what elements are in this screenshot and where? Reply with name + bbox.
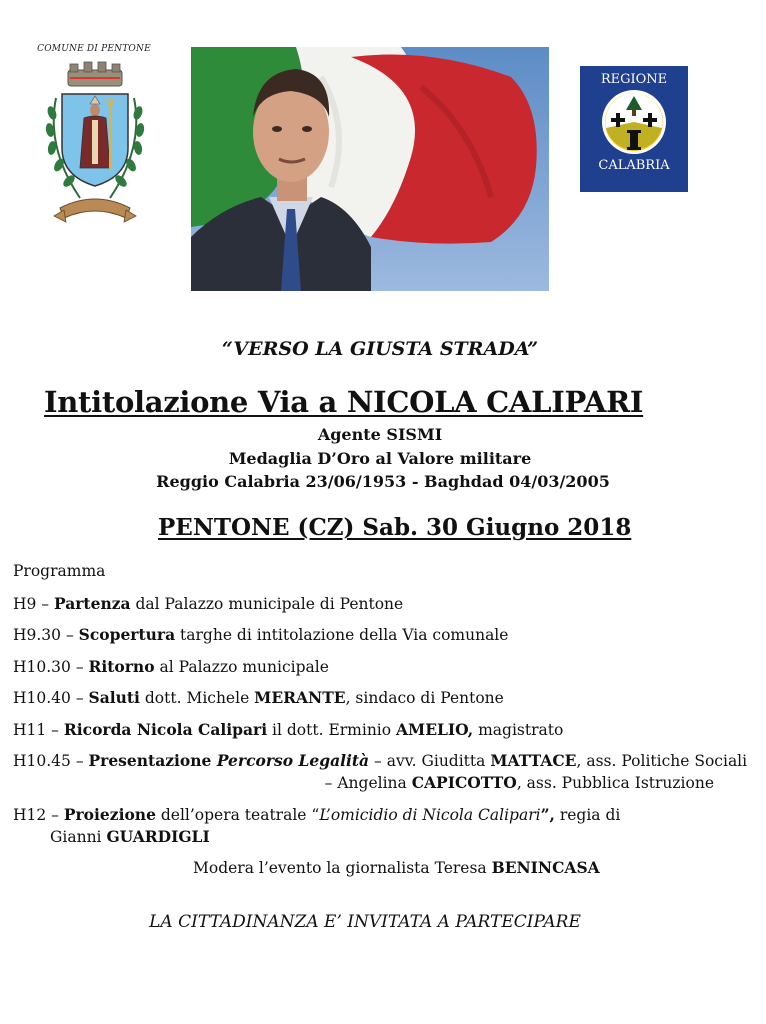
program-person: AMELIO, xyxy=(396,720,474,739)
regione-label-bottom: CALABRIA xyxy=(598,158,670,173)
program-action: Partenza xyxy=(53,594,131,613)
program-detail: targhe di intitolazione della Via comunale xyxy=(175,626,509,644)
portrait-photo xyxy=(191,47,549,291)
closing-invitation: LA CITTADINANZA E’ INVITATA A PARTECIPARE xyxy=(149,912,581,932)
program-person: GUARDIGLI xyxy=(106,827,210,846)
program-person: MERANTE xyxy=(254,688,346,707)
comune-coat-of-arms xyxy=(30,44,158,234)
program-time: H10.45 – xyxy=(13,752,89,770)
motto: “VERSO LA GIUSTA STRADA” xyxy=(221,338,539,360)
program-item xyxy=(13,625,508,644)
moderator-name: BENINCASA xyxy=(491,858,600,877)
program-time: H12 – xyxy=(13,806,64,824)
program-item xyxy=(13,751,747,770)
program-item-continuation xyxy=(325,773,714,792)
program-prefix: – Angelina xyxy=(324,774,412,792)
moderator-line xyxy=(193,858,600,877)
program-detail-end: , sindaco di Pentone xyxy=(345,689,504,707)
regione-calabria-logo xyxy=(580,66,688,192)
program-detail: il dott. Erminio xyxy=(267,721,397,739)
program-time: H10.40 – xyxy=(13,689,89,707)
program-action: Saluti xyxy=(88,688,140,707)
program-item xyxy=(13,720,563,739)
program-play-title: L’omicidio di Nicola Calipari xyxy=(319,806,541,824)
program-item xyxy=(13,594,403,613)
program-detail-end: magistrato xyxy=(473,721,564,739)
program-item-continuation xyxy=(50,827,210,846)
comune-label: COMUNE DI PENTONE xyxy=(37,44,151,54)
page-title: Intitolazione Via a NICOLA CALIPARI xyxy=(44,385,644,419)
program-detail-end: , ass. Politiche Sociali xyxy=(576,752,748,770)
program-prefix: Gianni xyxy=(50,828,107,846)
subtitle-role: Agente SISMI xyxy=(317,425,443,444)
program-project: Percorso Legalità xyxy=(216,751,370,770)
program-detail: dal Palazzo municipale di Pentone xyxy=(130,595,404,613)
program-item xyxy=(13,657,329,676)
moderator-text: Modera l’evento la giornalista Teresa xyxy=(193,859,492,877)
program-action: Ritorno xyxy=(88,657,155,676)
program-detail: al Palazzo municipale xyxy=(154,658,329,676)
event-date: PENTONE (CZ) Sab. 30 Giugno 2018 xyxy=(158,514,632,541)
program-action: Presentazione xyxy=(88,751,217,770)
program-action: Scopertura xyxy=(78,625,176,644)
program-time: H9 – xyxy=(13,595,54,613)
program-detail: dell’opera teatrale “ xyxy=(155,806,320,824)
regione-label-top: REGIONE xyxy=(600,72,668,87)
program-action: Ricorda Nicola Calipari xyxy=(63,720,268,739)
program-time: H11 – xyxy=(13,721,64,739)
program-person: MATTACE xyxy=(490,751,577,770)
program-detail: , ass. Pubblica Istruzione xyxy=(516,774,714,792)
program-action: Proiezione xyxy=(63,805,156,824)
program-detail: – avv. Giuditta xyxy=(369,752,491,770)
program-time: H9.30 – xyxy=(13,626,79,644)
program-time: H10.30 – xyxy=(13,658,89,676)
subtitle-medal: Medaglia D’Oro al Valore militare xyxy=(228,449,532,468)
program-quote-end: ”, xyxy=(540,805,555,824)
portrait-flag-image xyxy=(191,47,549,291)
coat-of-arms-icon xyxy=(40,58,150,228)
program-item xyxy=(13,688,504,707)
program-item xyxy=(13,805,620,824)
program-person: CAPICOTTO xyxy=(411,773,517,792)
program-detail: dott. Michele xyxy=(139,689,255,707)
subtitle-dates: Reggio Calabria 23/06/1953 - Baghdad 04/03/2005 xyxy=(156,472,610,491)
regione-emblem-icon xyxy=(598,88,670,156)
program-heading: Programma xyxy=(13,562,106,580)
program-detail-end: regia di xyxy=(554,806,621,824)
